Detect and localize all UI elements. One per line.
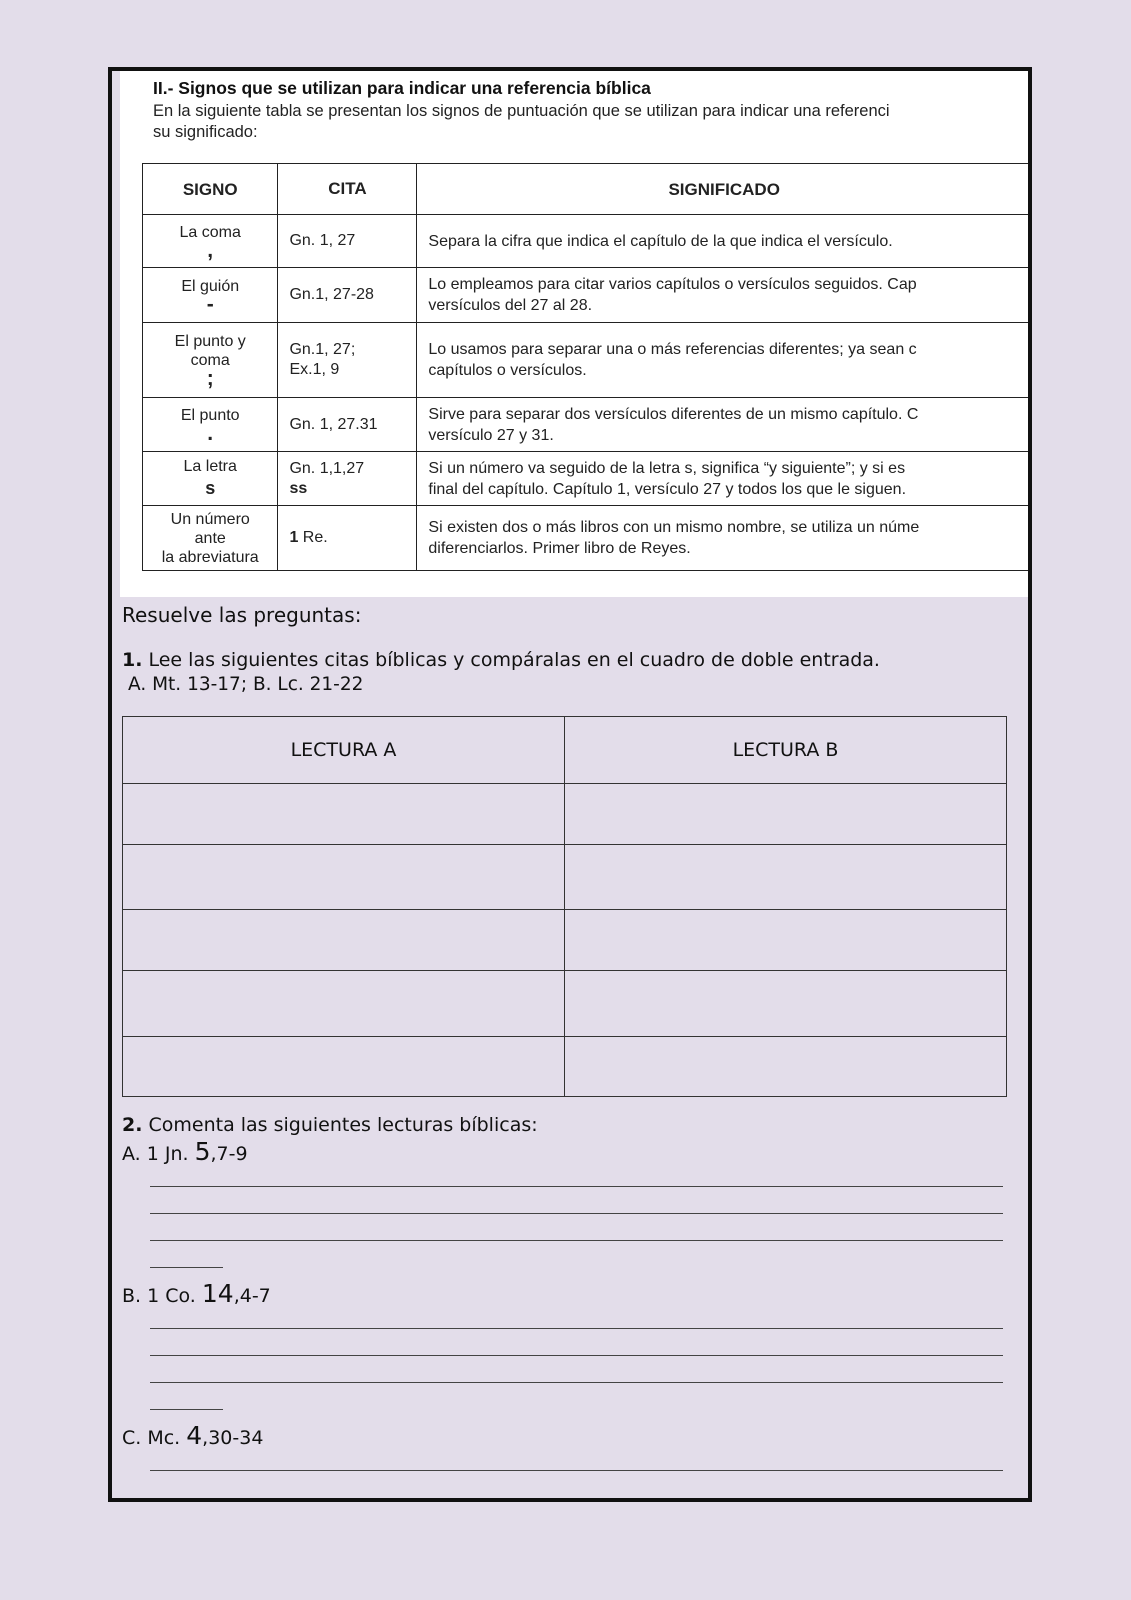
answer-cell[interactable] bbox=[123, 971, 565, 1037]
answer-line[interactable] bbox=[150, 1213, 1003, 1214]
significado-text: capítulos o versículos. bbox=[428, 362, 587, 379]
cita-number: 1 bbox=[289, 529, 299, 546]
significado-text: diferenciarlos. Primer libro de Reyes. bbox=[428, 540, 691, 557]
answer-cell[interactable] bbox=[123, 910, 565, 971]
table-row bbox=[123, 971, 1007, 1037]
answer-line[interactable] bbox=[150, 1355, 1003, 1356]
cita-text: Ex.1, 9 bbox=[289, 361, 340, 378]
sign-symbol: s bbox=[205, 478, 216, 498]
sign-name: La letra bbox=[183, 458, 237, 475]
answer-cell[interactable] bbox=[565, 971, 1007, 1037]
sign-symbol: - bbox=[206, 292, 214, 316]
comparison-table bbox=[122, 716, 1007, 1097]
comparison-header-row bbox=[123, 717, 1007, 784]
answer-cell[interactable] bbox=[123, 784, 565, 845]
cita-cell bbox=[278, 398, 417, 452]
reading-label: A. 1 Jn. bbox=[122, 1143, 195, 1165]
reading-c bbox=[122, 1421, 263, 1450]
chapter-number: 5 bbox=[194, 1137, 211, 1166]
verse-range: ,30-34 bbox=[202, 1427, 264, 1449]
cita-text: Gn.1, 27; bbox=[289, 341, 356, 358]
answer-line[interactable] bbox=[150, 1240, 1003, 1241]
table-row bbox=[123, 845, 1007, 910]
question-1 bbox=[122, 649, 880, 671]
table-row bbox=[123, 1037, 1007, 1097]
cita-text: Gn. 1,1,27 bbox=[289, 459, 365, 477]
cita-cell bbox=[278, 215, 417, 268]
answer-line[interactable] bbox=[150, 1382, 1003, 1383]
table-row bbox=[143, 398, 1032, 452]
sign-name: El punto bbox=[180, 407, 240, 424]
sign-name: El guión bbox=[181, 277, 240, 295]
cita-text: Gn.1, 27-28 bbox=[289, 286, 374, 303]
significado-text: Separa la cifra que indica el capítulo de la que indica el versículo. bbox=[428, 232, 893, 250]
sign-cell bbox=[143, 323, 278, 398]
significado-text: Lo usamos para separar una o más referencias diferentes; ya sean c bbox=[428, 341, 917, 358]
sign-cell bbox=[143, 506, 278, 571]
sign-name: La coma bbox=[179, 223, 241, 241]
answer-line[interactable] bbox=[150, 1470, 1003, 1471]
sign-name: El punto y bbox=[174, 333, 246, 350]
cita-cell bbox=[278, 452, 417, 506]
sign-symbol: ; bbox=[206, 367, 214, 390]
question-number: 1. bbox=[122, 649, 143, 671]
significado-text: Si un número va seguido de la letra s, significa “y siguiente”; y si es bbox=[428, 459, 906, 477]
cita-text: Gn. 1, 27.31 bbox=[289, 415, 378, 433]
questions-heading: Resuelve las preguntas: bbox=[122, 603, 362, 627]
significado-text: versículos del 27 al 28. bbox=[428, 297, 593, 314]
chapter-number: 14 bbox=[201, 1279, 234, 1308]
answer-cell[interactable] bbox=[565, 784, 1007, 845]
intro-line: En la siguiente tabla se presentan los signos de puntuación que se utilizan para indicar una referenci bbox=[153, 102, 890, 120]
answer-cell[interactable] bbox=[123, 1037, 565, 1097]
sign-cell bbox=[143, 268, 278, 323]
column-header-lectura-a: LECTURA A bbox=[123, 717, 565, 784]
significado-cell bbox=[417, 215, 1032, 268]
signs-table-header bbox=[143, 164, 1032, 215]
sign-cell bbox=[143, 398, 278, 452]
cita-cell bbox=[278, 323, 417, 398]
significado-text: Si existen dos o más libros con un mismo nombre, se utiliza un núme bbox=[428, 519, 920, 536]
section-title: II.- Signos que se utilizan para indicar una referencia bíblica bbox=[153, 78, 651, 98]
scanned-reference-section bbox=[120, 71, 1032, 597]
column-header: SIGNO bbox=[143, 164, 278, 215]
cita-text: Gn. 1, 27 bbox=[289, 232, 356, 249]
significado-cell bbox=[417, 506, 1032, 571]
table-row bbox=[123, 784, 1007, 845]
significado-text: versículo 27 y 31. bbox=[428, 426, 554, 444]
sign-cell bbox=[143, 452, 278, 506]
table-row bbox=[143, 323, 1032, 398]
reading-label: C. Mc. bbox=[122, 1427, 187, 1449]
cita-cell bbox=[278, 506, 417, 571]
sign-name: Un número bbox=[170, 510, 250, 528]
cita-text: ss bbox=[289, 479, 308, 497]
significado-text: Sirve para separar dos versículos diferentes de un mismo capítulo. C bbox=[428, 405, 919, 423]
table-row bbox=[123, 910, 1007, 971]
question-2 bbox=[122, 1114, 538, 1136]
sign-symbol: , bbox=[207, 238, 214, 262]
sign-name: coma bbox=[190, 352, 230, 369]
table-row bbox=[143, 506, 1032, 571]
column-header: SIGNIFICADO bbox=[417, 164, 1032, 215]
section-intro bbox=[153, 101, 1032, 143]
reading-label: B. 1 Co. bbox=[122, 1285, 202, 1307]
sign-name: la abreviatura bbox=[161, 548, 259, 566]
signs-table bbox=[142, 163, 1032, 571]
sign-cell bbox=[143, 215, 278, 268]
intro-line: su significado: bbox=[153, 123, 258, 141]
verse-range: ,4-7 bbox=[233, 1285, 271, 1307]
table-row bbox=[143, 268, 1032, 323]
column-header-lectura-b: LECTURA B bbox=[565, 717, 1007, 784]
chapter-number: 4 bbox=[186, 1421, 203, 1450]
sign-symbol: . bbox=[207, 422, 214, 445]
question-text: Comenta las siguientes lecturas bíblicas: bbox=[142, 1114, 538, 1136]
answer-line[interactable] bbox=[150, 1409, 223, 1410]
cita-text: Re. bbox=[298, 529, 328, 546]
answer-line[interactable] bbox=[150, 1328, 1003, 1329]
reading-b bbox=[122, 1279, 271, 1308]
question-1-references: A. Mt. 13-17; B. Lc. 21-22 bbox=[128, 674, 364, 695]
answer-line[interactable] bbox=[150, 1186, 1003, 1187]
sign-name: ante bbox=[194, 529, 226, 547]
question-number: 2. bbox=[122, 1114, 143, 1136]
answer-line[interactable] bbox=[150, 1267, 223, 1268]
verse-range: ,7-9 bbox=[210, 1143, 248, 1165]
cita-cell bbox=[278, 268, 417, 323]
reading-a bbox=[122, 1137, 248, 1166]
table-row bbox=[143, 215, 1032, 268]
significado-cell bbox=[417, 268, 1032, 323]
column-header: CITA bbox=[278, 164, 417, 215]
significado-cell bbox=[417, 452, 1032, 506]
significado-cell bbox=[417, 323, 1032, 398]
answer-cell[interactable] bbox=[565, 910, 1007, 971]
question-text: Lee las siguientes citas bíblicas y compáralas en el cuadro de doble entrada. bbox=[142, 649, 880, 671]
significado-text: Lo empleamos para citar varios capítulos o versículos seguidos. Cap bbox=[428, 276, 917, 293]
significado-text: final del capítulo. Capítulo 1, versículo 27 y todos los que le siguen. bbox=[428, 480, 907, 498]
answer-cell[interactable] bbox=[123, 845, 565, 910]
answer-cell[interactable] bbox=[565, 1037, 1007, 1097]
answer-cell[interactable] bbox=[565, 845, 1007, 910]
significado-cell bbox=[417, 398, 1032, 452]
worksheet-page bbox=[108, 67, 1032, 1502]
table-row bbox=[143, 452, 1032, 506]
